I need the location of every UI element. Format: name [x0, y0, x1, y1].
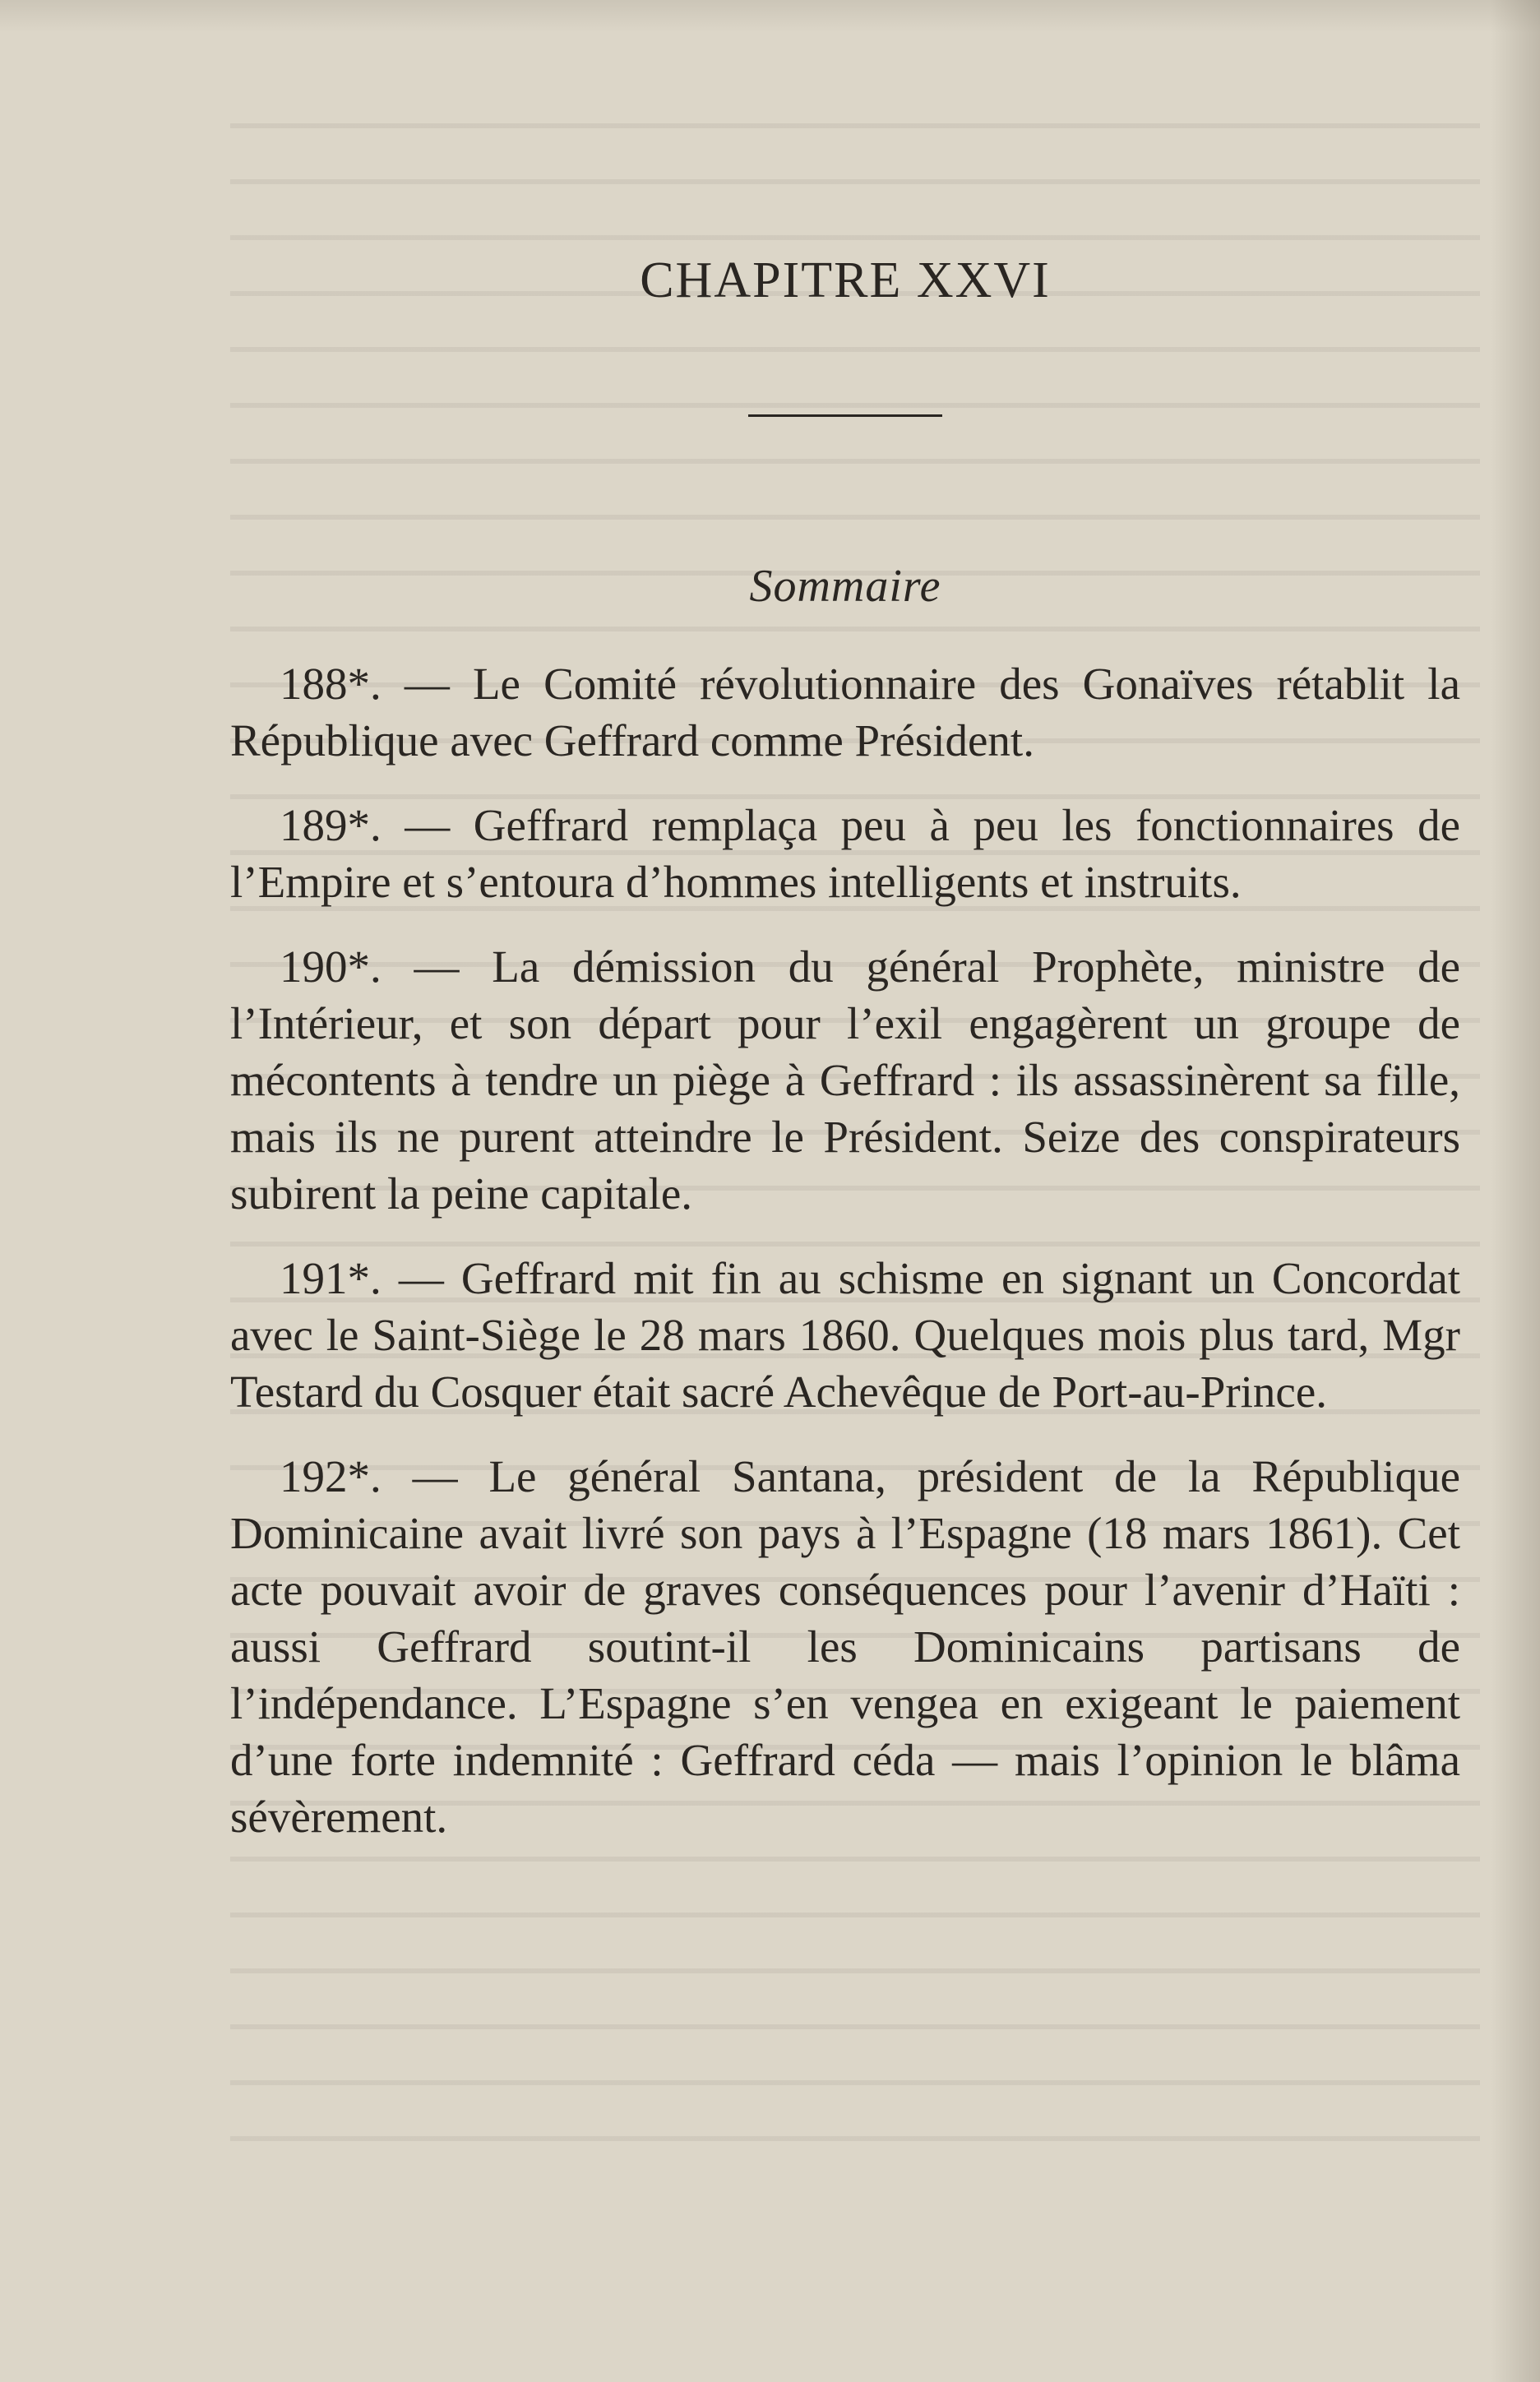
- summary-entries: [230, 655, 1460, 1845]
- entry-text: — Le Comité révolutionnaire des Gonaïves rétablit la République avec Geffrard comme Président.: [230, 659, 1461, 765]
- entry-number: 190*.: [280, 941, 382, 992]
- entry-number: 188*.: [280, 659, 382, 709]
- summary-entry: [230, 655, 1460, 769]
- summary-entry: [230, 1250, 1460, 1420]
- chapter-title: CHAPITRE XXVI: [640, 252, 1051, 308]
- entry-text: — Geffrard remplaça peu à peu les fonctionnaires de l’Empire et s’entoura d’hommes intelligents et instruits.: [230, 800, 1460, 907]
- title-divider: [748, 414, 942, 417]
- summary-entry: [230, 938, 1460, 1222]
- entry-number: 189*.: [280, 800, 382, 850]
- entry-text: — Geffrard mit fin au schisme en signant un Concordat avec le Saint-Siège le 28 mars 1860. Quelques mois plus tard, Mgr Testard du Cosquer était sacré Achevêque de Port-au-Prince.: [230, 1253, 1461, 1417]
- entry-number: 192*.: [280, 1451, 382, 1501]
- entry-text: — La démission du général Prophète, ministre de l’Intérieur, et son départ pour l’exil engagèrent un groupe de mécontents à tendre un piège à Geffrard : ils assassinèrent sa fille, mais ils ne purent atteindre le Président. Seize des conspirateurs subirent la peine capitale.: [230, 941, 1461, 1219]
- summary-entry: [230, 797, 1460, 910]
- page-edge-shadow-top: [0, 0, 1540, 33]
- page-edge-shadow-right: [1491, 0, 1540, 2382]
- summary-entry: [230, 1448, 1460, 1845]
- page-content: [230, 252, 1461, 1873]
- entry-number: 191*.: [280, 1253, 382, 1303]
- summary-heading: Sommaire: [749, 561, 941, 612]
- entry-text: — Le général Santana, président de la République Dominicaine avait livré son pays à l’Espagne (18 mars 1861). Cet acte pouvait avoir de graves conséquences pour l’avenir d’Haïti : aussi Geffrard soutint-il les Dominicains partisans de l’indépendance. L’Espagne s’en vengea en exigeant le paiement d’une forte indemnité : Geffrard céda — mais l’opinion le blâma sévèrement.: [230, 1451, 1460, 1842]
